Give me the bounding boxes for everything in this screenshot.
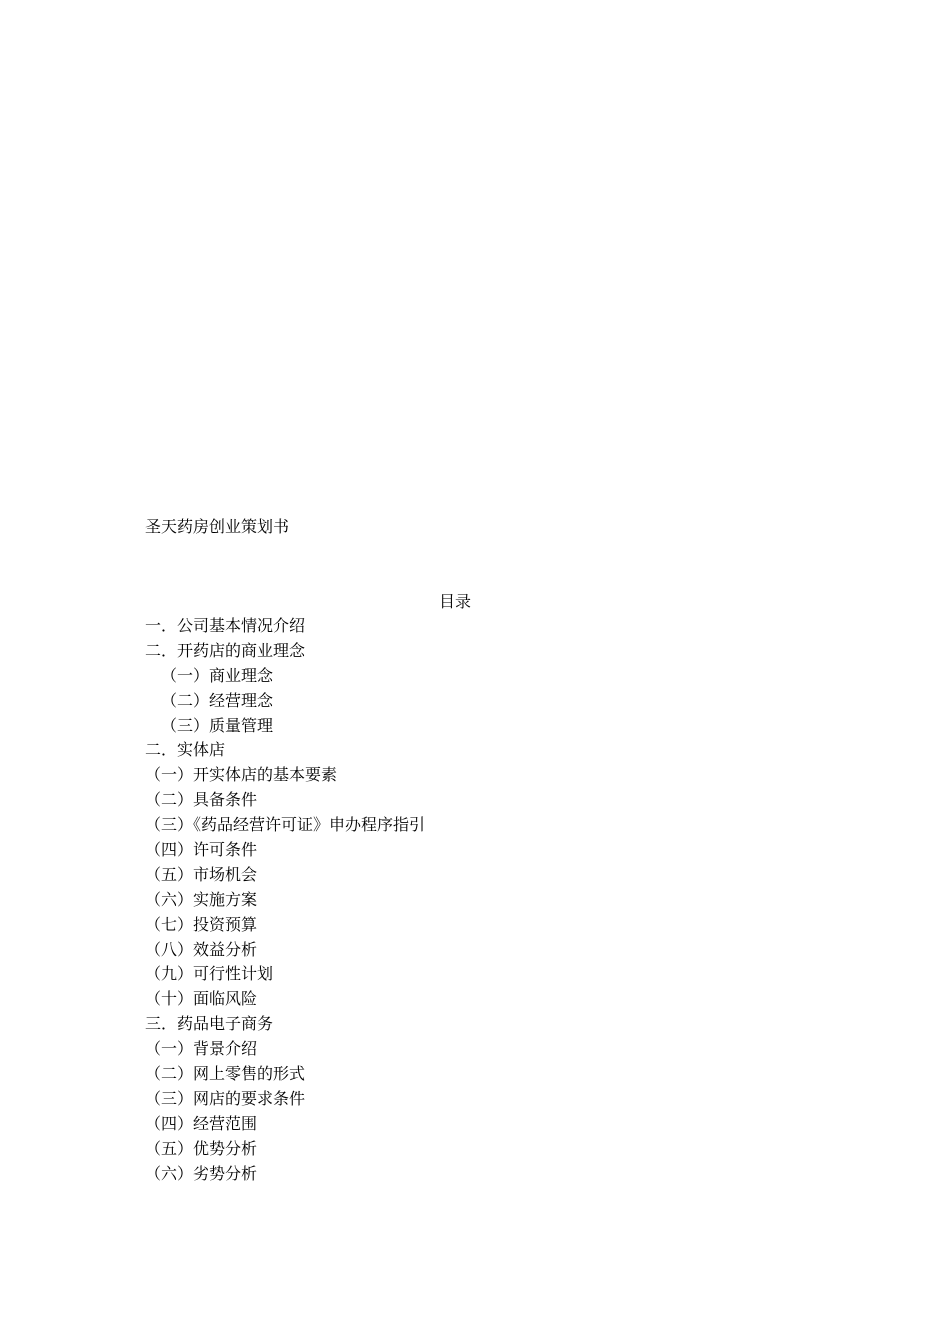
- toc-entry: （五）优势分析: [145, 1138, 258, 1158]
- toc-entry: （四）经营范围: [145, 1113, 258, 1133]
- toc-entry: （十）面临风险: [145, 989, 258, 1009]
- document-title: 圣天药房创业策划书: [145, 517, 290, 536]
- toc-entry: 二．开药店的商业理念: [145, 640, 306, 660]
- toc-entry: （三）《药品经营许可证》申办程序指引: [145, 815, 426, 835]
- toc-entry: （七）投资预算: [145, 914, 258, 934]
- toc-entry: （三）网店的要求条件: [145, 1088, 306, 1108]
- toc-entry: （九）可行性计划: [145, 964, 274, 984]
- toc-entry: （二）经营理念: [161, 690, 274, 710]
- toc-entry: （三）质量管理: [161, 715, 274, 735]
- toc-entry: （一）背景介绍: [145, 1039, 258, 1059]
- toc-entry: （五）市场机会: [145, 864, 258, 884]
- toc-entry: （二）具备条件: [145, 790, 258, 810]
- toc-entry: （六）劣势分析: [145, 1163, 258, 1183]
- toc-entry: （八）效益分析: [145, 939, 258, 959]
- table-of-contents: [145, 616, 425, 1188]
- toc-entry: 一．公司基本情况介绍: [145, 616, 306, 635]
- toc-entry: （二）网上零售的形式: [145, 1064, 306, 1084]
- toc-entry: （六）实施方案: [145, 889, 258, 909]
- toc-entry: 三．药品电子商务: [145, 1014, 274, 1034]
- toc-entry: 二．实体店: [145, 740, 226, 760]
- toc-entry: （一）开实体店的基本要素: [145, 765, 338, 785]
- toc-heading: 目录: [439, 592, 472, 611]
- toc-entry: （一）商业理念: [161, 665, 274, 685]
- toc-entry: （四）许可条件: [145, 840, 258, 860]
